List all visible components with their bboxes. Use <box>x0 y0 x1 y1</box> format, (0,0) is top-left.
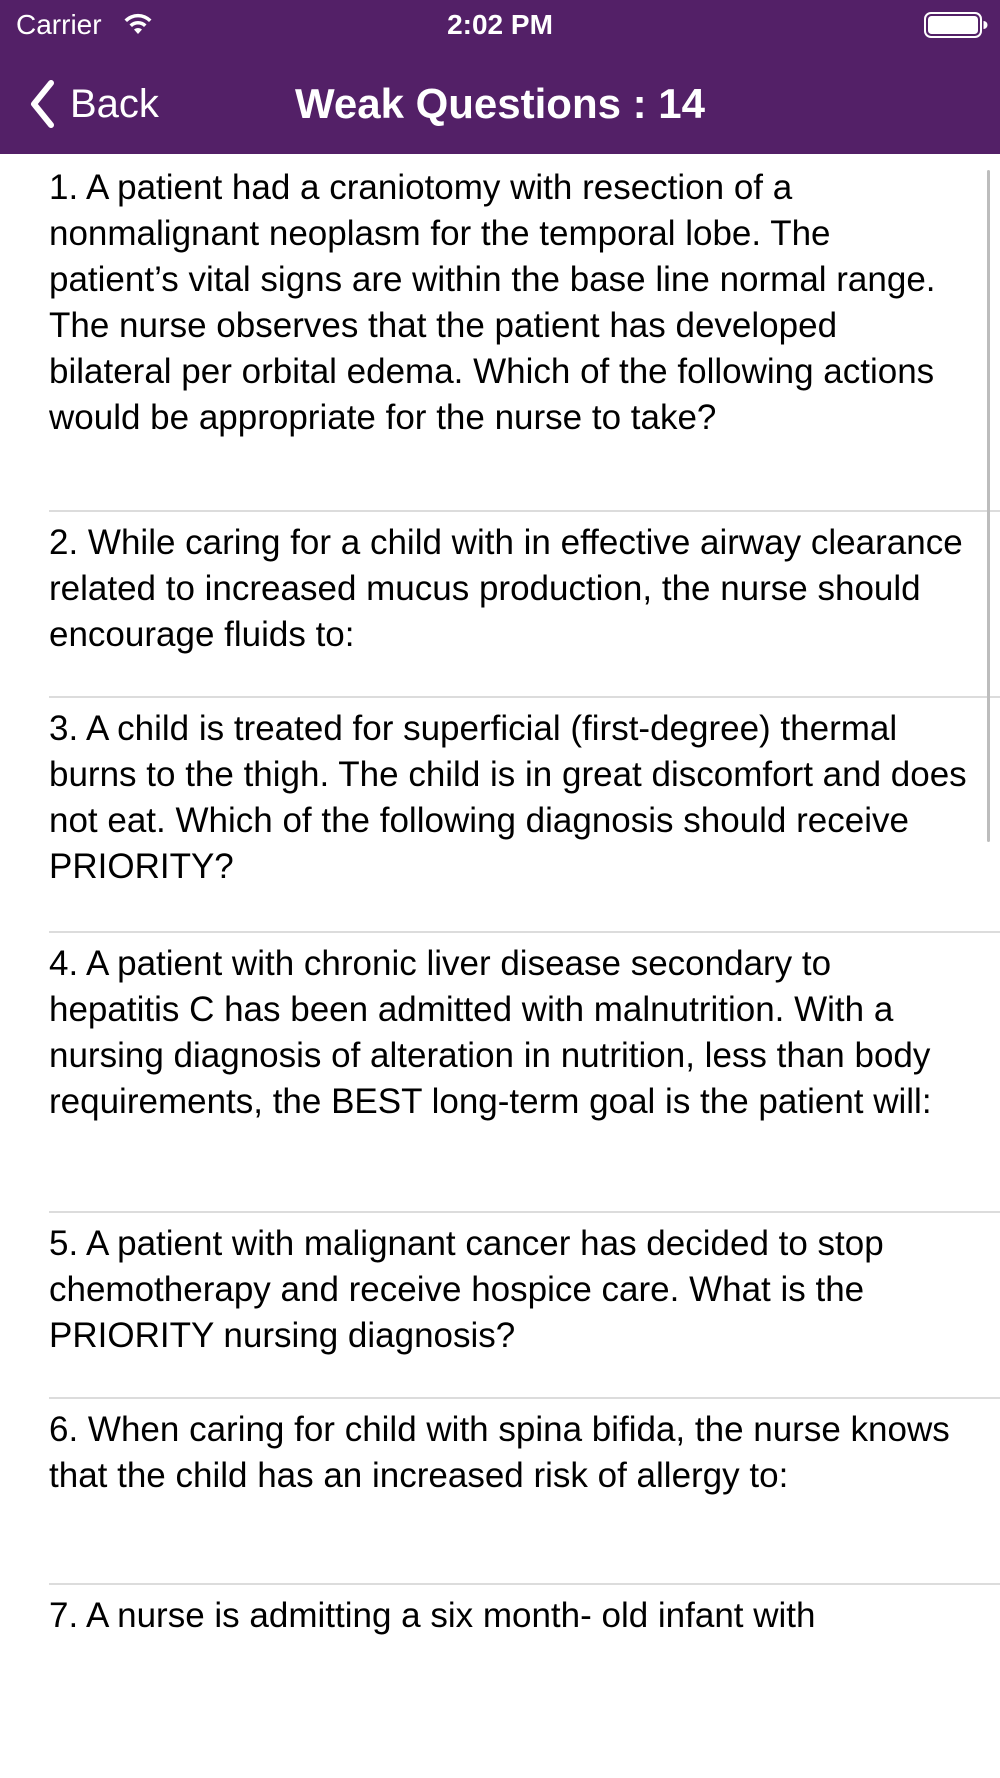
question-text: 5. A patient with malignant cancer has decided to stop chemotherapy and receive hospice care. What is the PRIORITY nursing diagnosis? <box>49 1224 884 1355</box>
back-label: Back <box>70 82 159 126</box>
battery-icon <box>924 11 988 39</box>
question-text: 3. A child is treated for superficial (first-degree) thermal burns to the thigh. The child is in great discomfort and does not eat. Which of the following diagnosis should receive PRIORITY? <box>49 709 967 886</box>
question-item-5[interactable] <box>49 1213 1000 1397</box>
status-time: 2:02 PM <box>447 9 553 40</box>
question-text: 1. A patient had a craniotomy with resection of a nonmalignant neoplasm for the temporal lobe. The patient’s vital signs are within the base line normal range. The nurse observes that the patient has developed bilateral per orbital edema. Which of the following actions would be appropriate for the nurse to take? <box>49 168 936 437</box>
question-item-1[interactable] <box>49 154 1000 510</box>
question-text: 6. When caring for child with spina bifida, the nurse knows that the child has an increased risk of allergy to: <box>49 1410 950 1495</box>
page-title: Weak Questions : 14 <box>294 80 706 127</box>
navigation-bar <box>0 52 1000 154</box>
question-list[interactable] <box>0 154 1000 1778</box>
question-item-4[interactable] <box>49 933 1000 1211</box>
question-item-2[interactable] <box>49 512 1000 696</box>
carrier-label: Carrier <box>16 9 102 40</box>
question-text: 7. A nurse is admitting a six month- old infant with <box>49 1596 816 1635</box>
question-item-6[interactable] <box>49 1399 1000 1583</box>
question-text: 4. A patient with chronic liver disease secondary to hepatitis C has been admitted with malnutrition. With a nursing diagnosis of alteration in nutrition, less than body requirements, the BEST long-term goal is the patient will: <box>49 944 932 1121</box>
question-item-7[interactable] <box>49 1585 1000 1778</box>
scroll-indicator[interactable] <box>987 170 990 842</box>
question-text: 2. While caring for a child with in effective airway clearance related to increased mucus production, the nurse should encourage fluids to: <box>49 523 963 654</box>
question-item-3[interactable] <box>49 698 1000 930</box>
status-bar <box>0 0 1000 52</box>
